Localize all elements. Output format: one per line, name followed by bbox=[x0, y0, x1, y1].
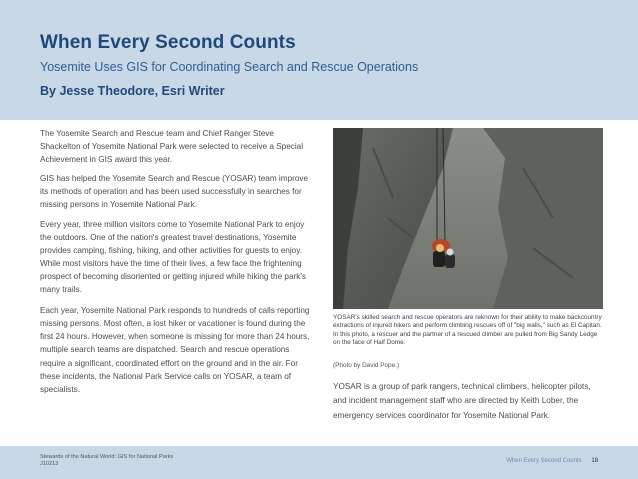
photo-credit: (Photo by David Pope.) bbox=[333, 362, 400, 369]
section-name: When Every Second Counts bbox=[506, 458, 582, 464]
rescue-photo bbox=[333, 128, 603, 309]
footer-band bbox=[0, 446, 638, 479]
publication-title: Stewards of the Natural World: GIS for National Parks bbox=[40, 454, 174, 460]
page-subtitle: Yosemite Uses GIS for Coordinating Search and Rescue Operations bbox=[40, 60, 419, 74]
author-byline: By Jesse Theodore, Esri Writer bbox=[40, 84, 225, 98]
photo-caption: YOSAR's skilled search and rescue operators are reknown for their ability to make backcountry extractions of injured hikers and perform climbing rescues off of "big walls," such as El Capitan. In this photo, a rescuer and the partner of a rescued climber are pulled from Big Sandy Ledge on the face of Half Dome. bbox=[333, 314, 602, 346]
page-number: 18 bbox=[591, 458, 598, 464]
left-column bbox=[40, 127, 312, 402]
body-paragraph-4: Each year, Yosemite National Park responds to hundreds of calls reporting missing persons. Most often, a lost hiker or vacationer is found during the first 24 hours. However, when someone is missing for more than 24 hours, multiple search teams are dispatched. Search and rescue operations require a significant, coordinated effort on the ground and in the air. For these incidents, the National Park Service calls on YOSAR, a team of specialists. bbox=[40, 306, 310, 394]
right-column-text: YOSAR is a group of park rangers, technical climbers, helicopter pilots, and incident management staff who are directed by Keith Lober, the emergency services coordinator for Yosemite National Park. bbox=[333, 382, 591, 420]
footer-section bbox=[506, 458, 598, 464]
body-paragraph-1: The Yosemite Search and Rescue team and Chief Ranger Steve Shackelton of Yosemite National Park were selected to receive a Special Achievement in GIS award this year. bbox=[40, 129, 304, 165]
cliff-rescue-illustration bbox=[333, 128, 603, 309]
page-title: When Every Second Counts bbox=[40, 32, 296, 53]
publication-code: J10213 bbox=[40, 461, 59, 467]
body-paragraph-2: GIS has helped the Yosemite Search and Rescue (YOSAR) team improve its methods of operation and has been used successfully in searches for missing persons in Yosemite National Park. bbox=[40, 174, 309, 210]
body-paragraph-3: Every year, three million visitors come to Yosemite National Park to enjoy the outdoors. One of the nation's greatest travel destinations, Yosemite provides camping, fishing, hiking, and other activities for guests to enjoy. While most visitors have the time of their lives, a few face the frightening prospect of becoming disoriented or getting injured while hiking the park's many trails. bbox=[40, 219, 306, 295]
header-band bbox=[0, 0, 638, 120]
footer-publication bbox=[40, 454, 173, 468]
